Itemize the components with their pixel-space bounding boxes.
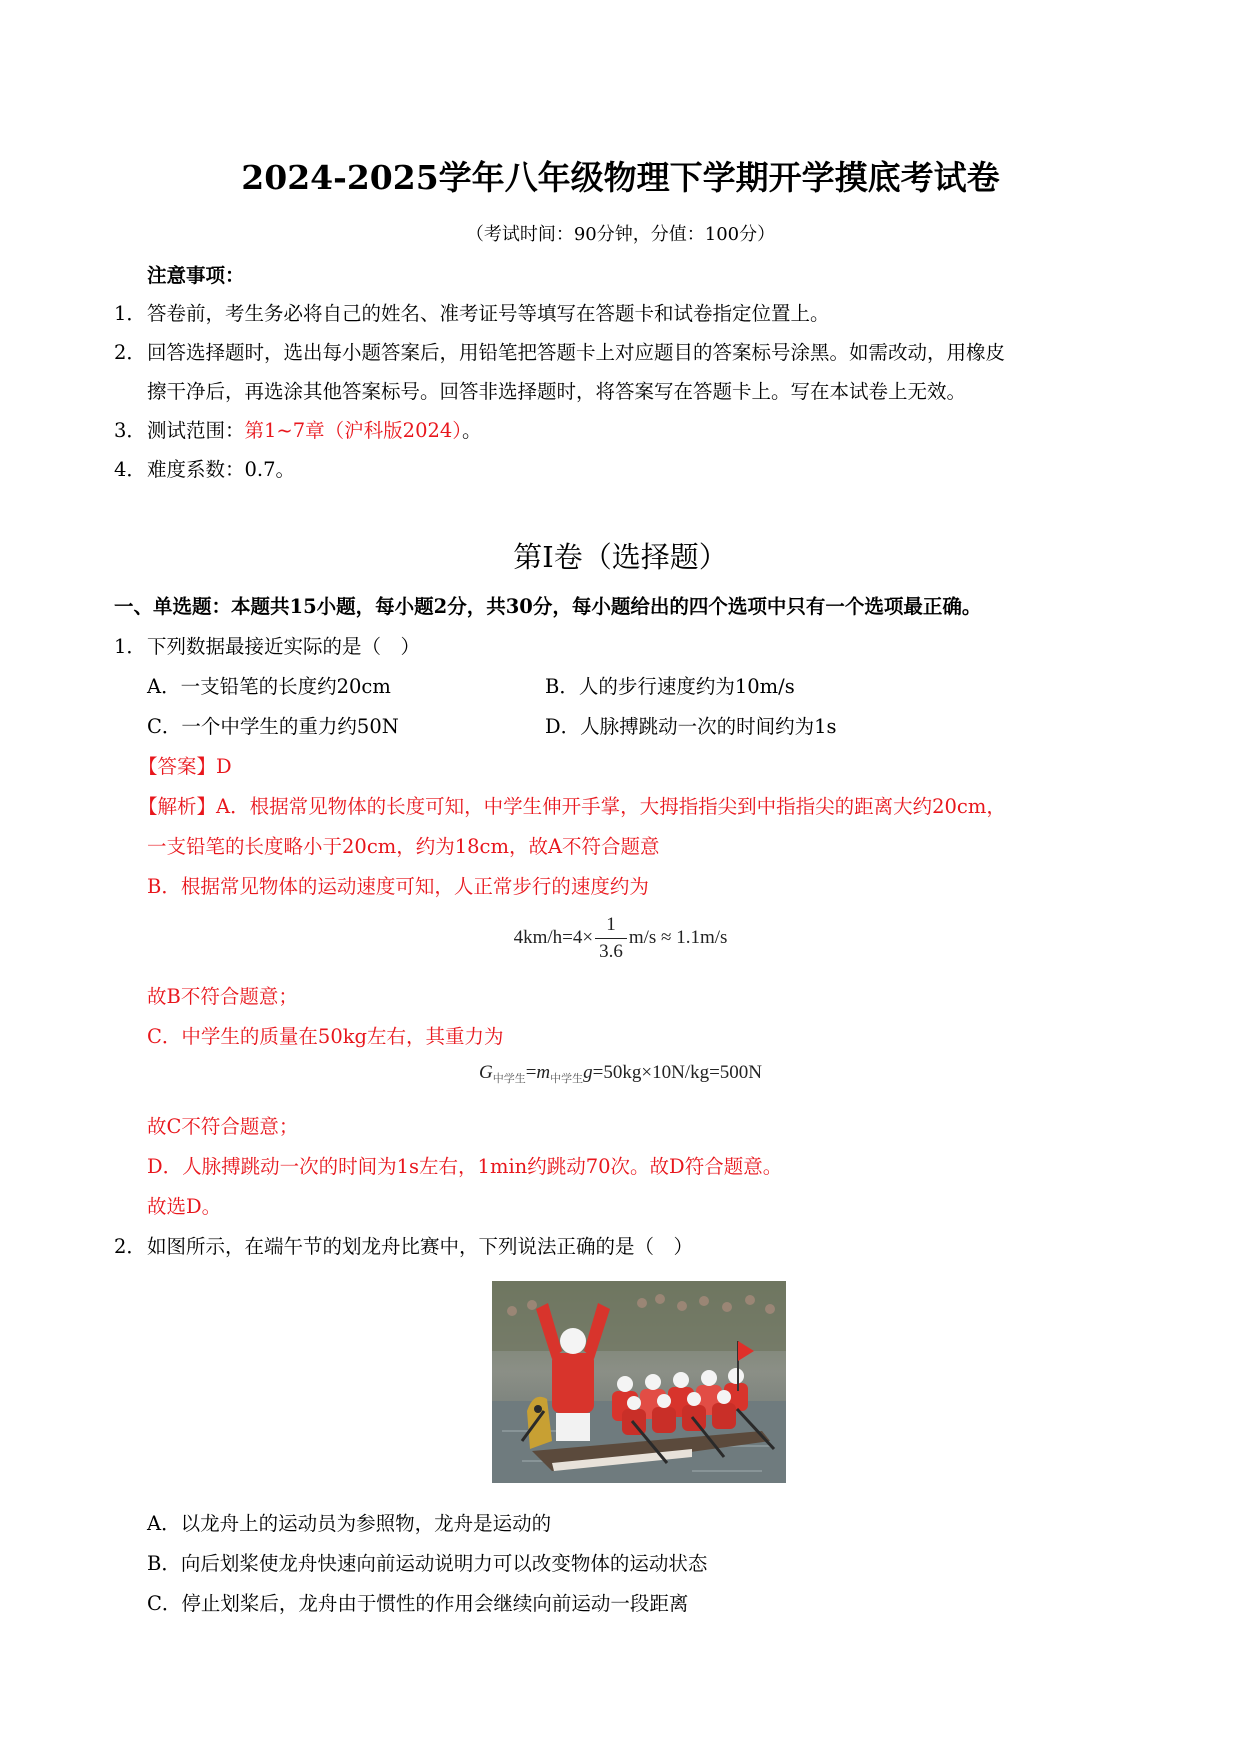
formula-speed-left: 4km/h=4× bbox=[513, 926, 594, 948]
q1-option-b: B．人的步行速度约为10m/s bbox=[545, 675, 795, 698]
notice-num-1: 1． bbox=[114, 302, 146, 325]
scope-tail: 。 bbox=[462, 419, 482, 442]
exam-info: （考试时间：90分钟，分值：100分） bbox=[465, 224, 776, 245]
q1-analysis-line-3: B．根据常见物体的运动速度可知，人正常步行的速度约为 bbox=[147, 875, 649, 898]
q2-option-c: C．停止划桨后，龙舟由于惯性的作用会继续向前运动一段距离 bbox=[147, 1592, 689, 1615]
q1-analysis-line-6: 故C不符合题意； bbox=[147, 1115, 299, 1138]
formula-gv-symbol: g bbox=[583, 1062, 593, 1083]
q1-number: 1． bbox=[114, 635, 146, 658]
q1-option-c: C．一个中学生的重力约50N bbox=[147, 715, 399, 738]
formula-eq: = bbox=[525, 1062, 537, 1083]
fraction-denominator: 3.6 bbox=[599, 941, 623, 962]
formula-gravity bbox=[0, 1062, 1241, 1086]
q1-stem: 下列数据最接近实际的是（ ） bbox=[147, 635, 421, 658]
part-heading: 一、单选题：本题共15小题，每小题2分，共30分，每小题给出的四个选项中只有一个选项最正确。 bbox=[114, 595, 982, 618]
notice-item-1: 答卷前，考生务必将自己的姓名、准考证号等填写在答题卡和试卷指定位置上。 bbox=[147, 302, 830, 325]
q1-analysis-line-8: 故选D。 bbox=[147, 1195, 222, 1218]
formula-g-sub: 中学生 bbox=[492, 1073, 526, 1085]
q1-option-a: A．一支铅笔的长度约20cm bbox=[147, 675, 391, 698]
notice-num-3: 3． bbox=[114, 419, 146, 442]
notice-num-2: 2． bbox=[114, 341, 146, 364]
q2-stem: 如图所示，在端午节的划龙舟比赛中，下列说法正确的是（ ） bbox=[147, 1235, 694, 1258]
notice-item-2-cont: 擦干净后，再选涂其他答案标号。回答非选择题时，将答案写在答题卡上。写在本试卷上无效。 bbox=[147, 380, 967, 403]
analysis-text-1: A．根据常见物体的长度可知，中学生伸开手掌，大拇指指尖到中指指尖的距离大约20cm， bbox=[216, 795, 1006, 818]
formula-m-sub: 中学生 bbox=[550, 1073, 584, 1085]
formula-fraction bbox=[595, 912, 627, 965]
section-title: 第Ⅰ卷（选择题） bbox=[513, 540, 728, 574]
formula-speed bbox=[0, 912, 1241, 965]
notice-item-4: 难度系数：0.7。 bbox=[147, 458, 296, 481]
q2-option-b: B．向后划桨使龙舟快速向前运动说明力可以改变物体的运动状态 bbox=[147, 1552, 708, 1575]
q1-analysis-line-7: D．人脉搏跳动一次的时间为1s左右，1min约跳动70次。故D符合题意。 bbox=[147, 1155, 783, 1178]
formula-speed-right: m/s ≈ 1.1m/s bbox=[628, 926, 728, 948]
notice-item-2: 回答选择题时，选出每小题答案后，用铅笔把答题卡上对应题目的答案标号涂黑。如需改动，用橡皮 bbox=[147, 341, 1006, 364]
dragon-boat-photo bbox=[492, 1281, 786, 1483]
q2-number: 2． bbox=[114, 1235, 146, 1258]
notice-item-3 bbox=[147, 415, 482, 443]
q1-option-d: D．人脉搏跳动一次的时间约为1s bbox=[545, 715, 837, 738]
q1-analysis-line-2: 一支铅笔的长度略小于20cm，约为18cm，故A不符合题意 bbox=[147, 835, 660, 858]
notice-num-4: 4． bbox=[114, 458, 146, 481]
q1-analysis-line-1 bbox=[138, 791, 1006, 819]
dragon-boat-illustration bbox=[492, 1281, 786, 1483]
q1-analysis-line-4: 故B不符合题意； bbox=[147, 985, 298, 1008]
scope-label: 测试范围： bbox=[147, 419, 245, 442]
page-title: 2024-2025学年八年级物理下学期开学摸底考试卷 bbox=[241, 158, 1000, 197]
formula-m-symbol: m bbox=[536, 1062, 551, 1083]
fraction-numerator: 1 bbox=[595, 912, 627, 939]
q1-answer: 【答案】D bbox=[138, 755, 232, 778]
q2-option-a: A．以龙舟上的运动员为参照物，龙舟是运动的 bbox=[147, 1512, 552, 1535]
formula-g-symbol: G bbox=[478, 1062, 493, 1083]
scope-value: 第1~7章（沪科版2024） bbox=[244, 419, 463, 442]
analysis-label: 【解析】 bbox=[138, 795, 217, 818]
notice-heading: 注意事项： bbox=[147, 264, 245, 287]
q1-analysis-line-5: C．中学生的质量在50kg左右，其重力为 bbox=[147, 1025, 504, 1048]
formula-gravity-rest: =50kg×10N/kg=500N bbox=[592, 1062, 763, 1083]
